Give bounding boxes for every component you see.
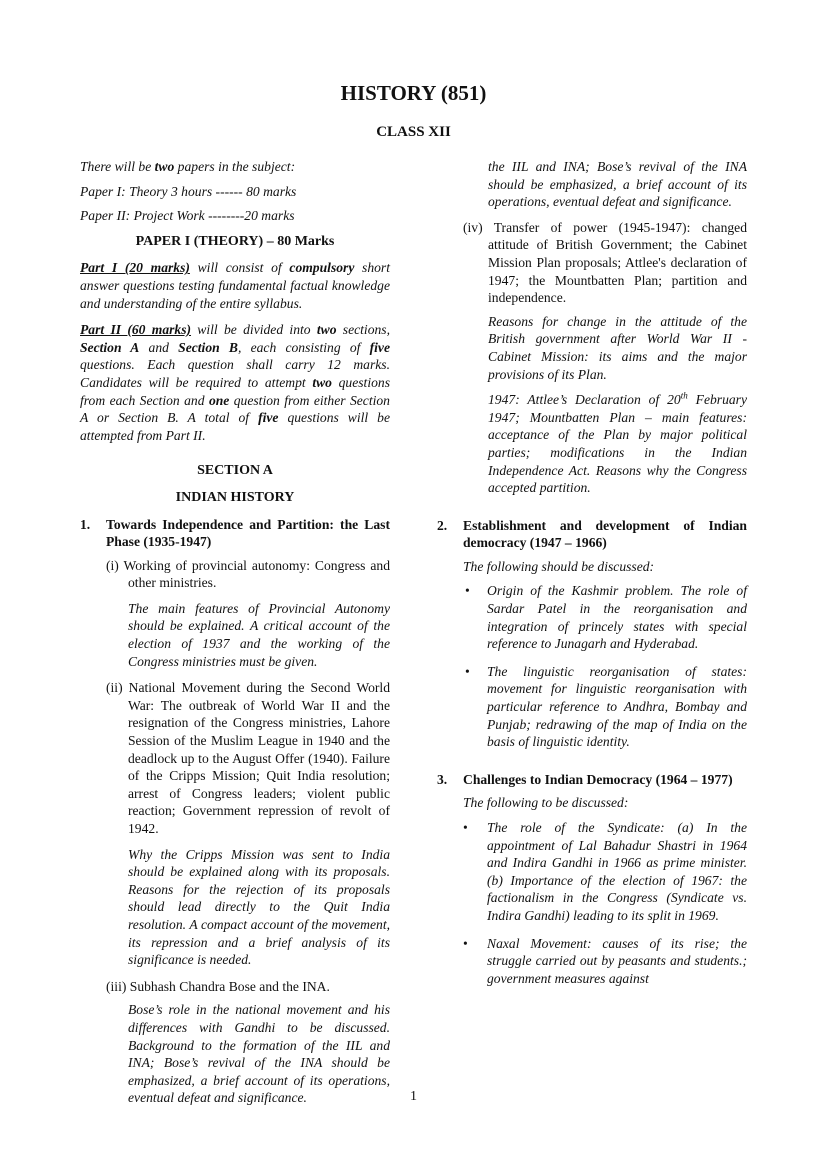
list-item: • The linguistic reorganisation of states: movement for linguistic reorganisation with particular reference to Andhra, Bombay and Punjab; redrawing of the map of India on the basis of linguistic identity.	[465, 663, 747, 750]
bullet-icon: •	[463, 820, 468, 835]
paper-heading: PAPER I (THEORY) – 80 Marks	[135, 233, 335, 249]
topic-1-item-iii: (iii) Subhash Chandra Bose and the INA.	[106, 978, 330, 994]
topic-1-item-iv: (iv) Transfer of power (1945-1947): changed attitude of British Government; the Cabinet Mission Plan proposals; Attlee's declaration of 1947; the Mountbatten Plan; partition and independence.	[463, 219, 747, 306]
topic-3-lead: The following to be discussed:	[463, 795, 629, 811]
topic-3-number: 3.	[437, 771, 448, 787]
topic-1-item-iii-note: Bose’s role in the national movement and his differences with Gandhi to be discussed. Background to the formation of the IIL and INA; Bose’s revival of the INA should be emphasized, a brief account of its operations, eventual defeat and significance.	[128, 1002, 390, 1106]
list-item: • Naxal Movement: causes of its rise; the struggle carried out by peasants and students.; government measures against	[463, 935, 747, 986]
topic-2-bullets	[463, 582, 747, 750]
class-heading: CLASS XII	[376, 124, 451, 140]
topic-3-bullets	[437, 819, 747, 987]
topic-1-item-iv-note-2: 1947: Attlee’s Declaration of 20th February 1947; Mountbatten Plan – main features: acceptance of the Plan by major political parties; modifications in the Indian Independence Act. Reasons why the Congress accepted partition.	[488, 390, 747, 496]
part1-paragraph: Part I (20 marks) will consist of compulsory short answer questions testing fundamental factual knowledge and understanding of the entire syllabus.	[80, 260, 390, 311]
right-column	[437, 158, 747, 997]
bullet-icon: •	[465, 583, 470, 599]
topic-3-heading	[437, 771, 747, 789]
page-title: HISTORY (851)	[340, 81, 487, 105]
bullet-icon: •	[463, 935, 468, 951]
list-item: • Origin of the Kashmir problem. The role of Sardar Patel in the reorganisation and integration of princely states with special reference to Junagarh and Hyderabad.	[465, 583, 747, 652]
topic-1-number: 1.	[80, 516, 91, 532]
topic-1-item-iv-note-1: Reasons for change in the attitude of the British government after World War II - Cabinet Mission: its aims and the major provisions of its Plan.	[488, 313, 747, 382]
section-a-heading: SECTION A	[197, 463, 273, 479]
topic-1-item-ii-note: Why the Cripps Mission was sent to India should be explained along with its proposals. Reasons for the rejection of its proposals should lead directly to the Quit India resolution. A compact account of the movement, its repression and a brief analysis of its significance is needed.	[128, 846, 390, 968]
topic-3-title: Challenges to Indian Democracy (1964 – 1977)	[463, 771, 733, 787]
topic-1-title: Towards Independence and Partition: the Last Phase (1935-1947)	[106, 516, 390, 550]
topic-2-number: 2.	[437, 517, 448, 533]
indian-history-heading: INDIAN HISTORY	[175, 489, 295, 505]
intro-line: There will be two papers in the subject:	[80, 159, 296, 174]
topic-1-item-i-note: The main features of Provincial Autonomy should be explained. A critical account of the election of 1937 and the working of the Congress ministries must be given.	[128, 600, 390, 669]
bullet-icon: •	[465, 663, 470, 679]
topic-2-heading	[437, 517, 747, 552]
page-number: 1	[410, 1089, 417, 1104]
part2-paragraph: Part II (60 marks) will be divided into two sections, Section A and Section B, each consisting of five questions. Each question shall carry 12 marks. Candidates will be required to attempt two questions from each Section and one question from either Section A or Section B. A total of five questions will be attempted from Part II.	[80, 322, 390, 443]
topic-1-item-iii-note-continued: the IIL and INA; Bose’s revival of the INA should be emphasized, a brief account of its operations, eventual defeat and significance.	[488, 159, 747, 210]
topic-1-item-ii: (ii) National Movement during the Second World War: The outbreak of World War II and the resignation of the Congress ministries, Lahore Session of the Muslim League in 1940 and the deadlock up to the August Offer (1940). Failure of the Cripps Mission; Quit India resolution; arrest of Congress leaders; violent public reaction; Government repression of revolt of 1942.	[106, 680, 390, 836]
topic-1-heading	[80, 516, 390, 551]
list-item: • The role of the Syndicate: (a) In the appointment of Lal Bahadur Shastri in 1964 and Indira Gandhi in 1966 as prime minister. (b) Importance of the election of 1967: the factionalism in the Congress (Syndicate vs. Indira Gandhi) leading to its split in 1969.	[463, 820, 747, 923]
left-column	[80, 158, 390, 1116]
paper2-line: Paper II: Project Work --------20 marks	[80, 208, 295, 224]
topic-1-item-i: (i) Working of provincial autonomy: Congress and other ministries.	[106, 557, 390, 591]
paper1-line: Paper I: Theory 3 hours ------ 80 marks	[80, 183, 297, 199]
topic-2-lead: The following should be discussed:	[463, 558, 655, 574]
topic-2-title: Establishment and development of Indian democracy (1947 – 1966)	[463, 517, 747, 551]
